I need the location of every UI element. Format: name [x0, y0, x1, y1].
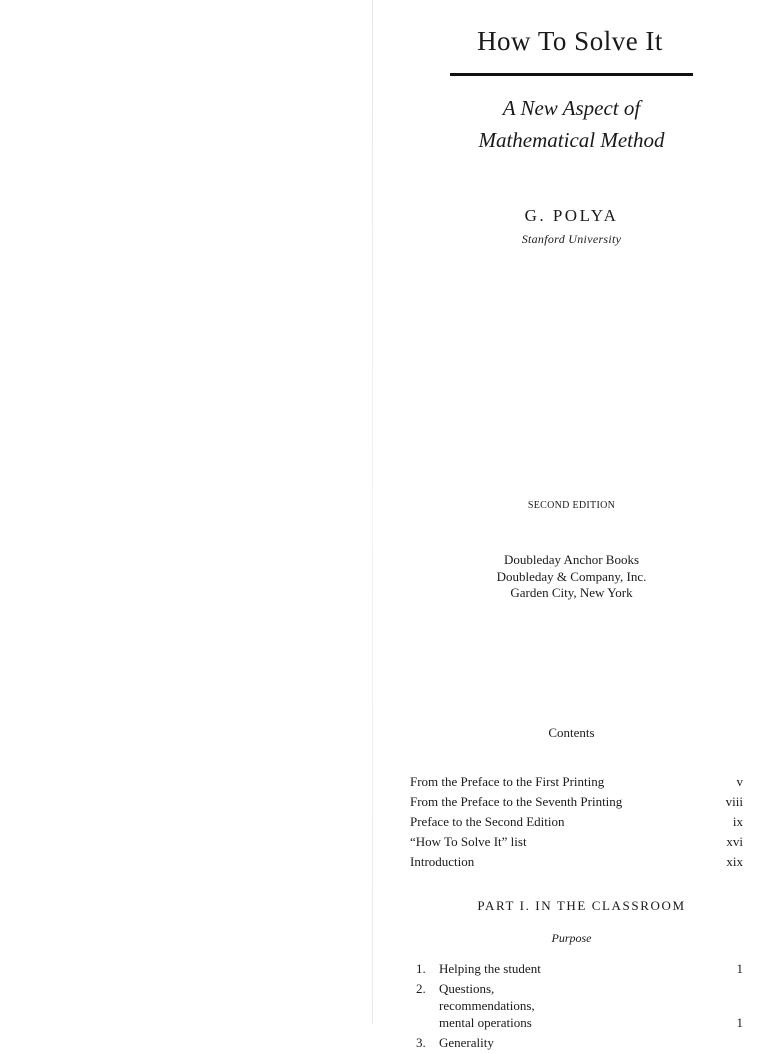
toc-entry-page: v [736, 774, 743, 789]
numbered-item [416, 1034, 743, 1051]
item-number: 3. [416, 1035, 426, 1050]
edition-label: SECOND EDITION [527, 500, 616, 511]
publisher-line: Garden City, New York [510, 585, 633, 600]
scan-gutter-line [372, 0, 373, 1024]
toc-list [410, 772, 743, 872]
item-title: Questions, recommendations, mental operations [439, 981, 535, 1030]
toc-entry-title: “How To Solve It” list [410, 834, 527, 849]
title-rule [450, 73, 693, 76]
toc-entry [410, 832, 743, 852]
publisher-line: Doubleday Anchor Books [503, 552, 640, 567]
part-heading: PART I. IN THE CLASSROOM [477, 898, 686, 913]
toc-entry-title: From the Preface to the First Printing [410, 774, 605, 789]
contents-heading: Contents [548, 725, 595, 740]
publisher-block [450, 552, 693, 602]
toc-entry-title: Preface to the Second Edition [410, 814, 565, 829]
item-page: 1 [736, 961, 743, 976]
subtitle-line-1: A New Aspect of [502, 96, 641, 120]
toc-entry [410, 792, 743, 812]
title-page [390, 0, 768, 690]
contents-page [390, 690, 768, 1050]
item-page: 1 [736, 1015, 743, 1030]
numbered-section-list [416, 960, 743, 1054]
item-number: 2. [416, 981, 426, 996]
section-heading: Purpose [551, 931, 592, 945]
author-name: G. POLYA [524, 206, 619, 225]
book-title: How To Solve It [477, 26, 663, 56]
toc-entry-title: Introduction [410, 854, 475, 869]
toc-entry [410, 852, 743, 872]
book-subtitle [450, 92, 693, 156]
toc-entry-page: ix [732, 814, 743, 829]
numbered-item [416, 980, 743, 1031]
numbered-item [416, 960, 743, 977]
toc-entry-page: viii [725, 794, 743, 809]
toc-entry [410, 772, 743, 792]
publisher-line: Doubleday & Company, Inc. [496, 568, 647, 584]
item-number: 1. [416, 961, 426, 976]
subtitle-line-2: Mathematical Method [478, 128, 665, 152]
toc-entry-page: xix [726, 854, 743, 869]
author-affiliation: Stanford University [521, 232, 622, 246]
toc-entry [410, 812, 743, 832]
item-title: Helping the student [439, 961, 541, 976]
toc-entry-page: xvi [726, 834, 743, 849]
toc-entry-title: From the Preface to the Seventh Printing [410, 794, 623, 809]
item-title: Generality [439, 1035, 494, 1050]
